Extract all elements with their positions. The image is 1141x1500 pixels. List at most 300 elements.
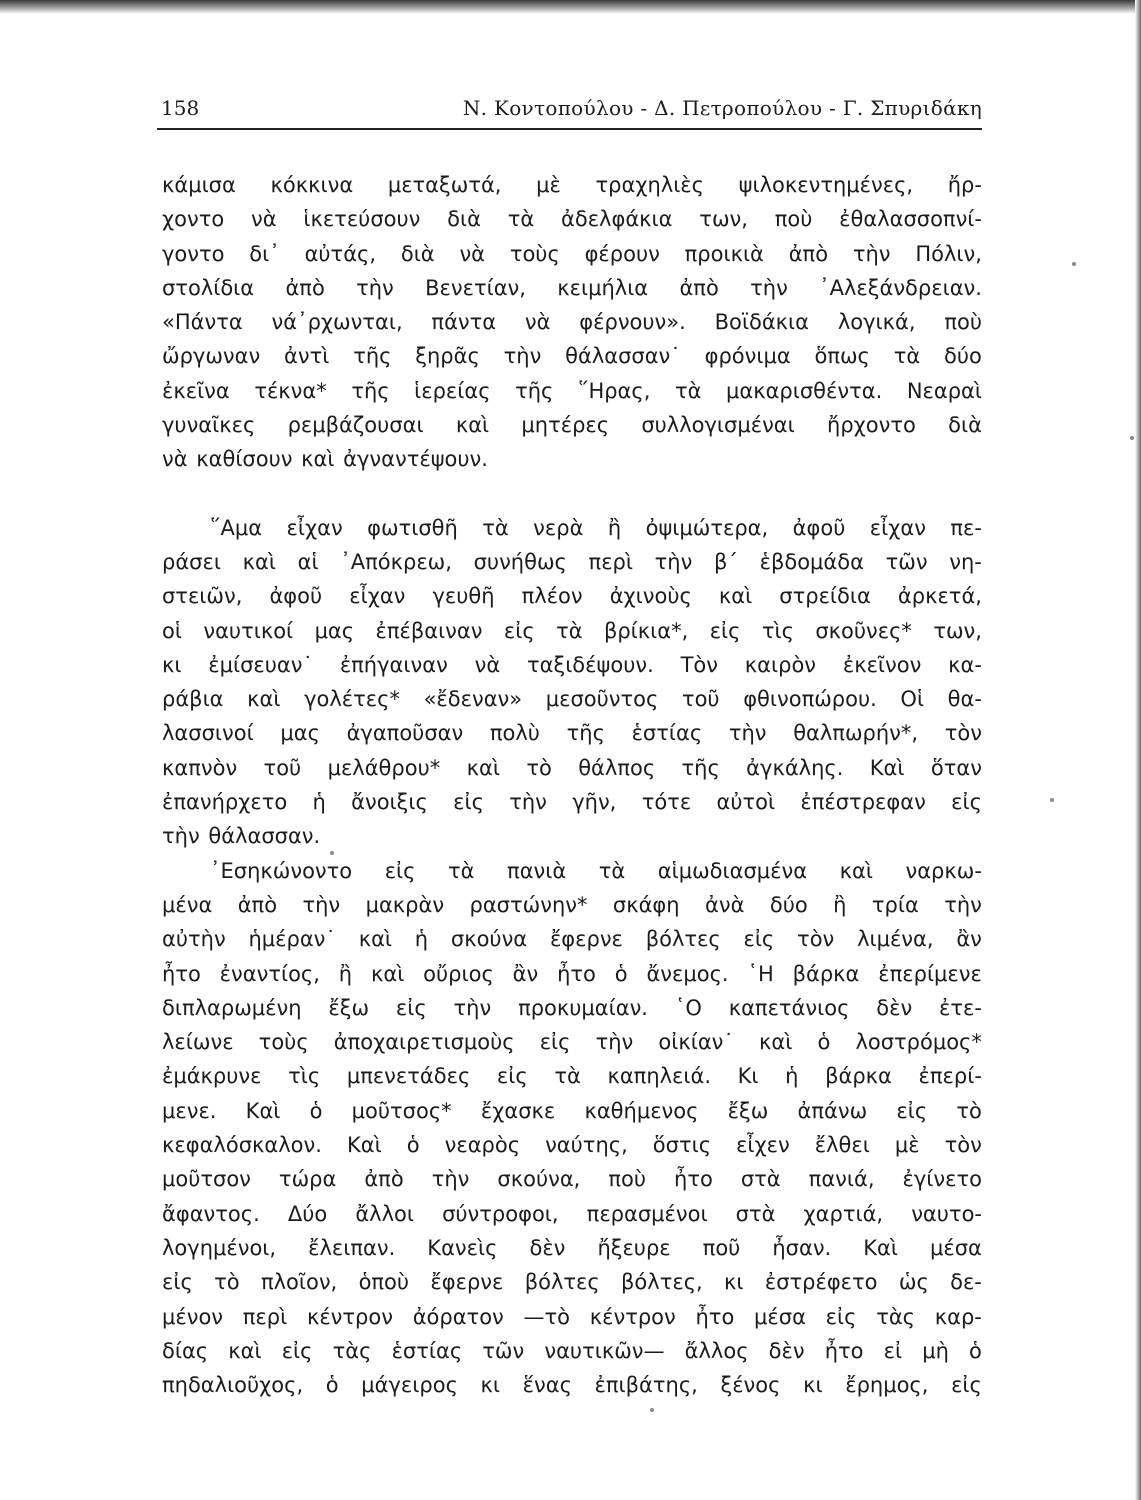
word: ἦτο: [674, 1167, 713, 1192]
word: πηδαλιοῦχος,: [162, 1373, 304, 1398]
word: πολὺ: [489, 721, 540, 746]
word: πλέον: [521, 584, 583, 609]
text-line: [162, 922, 982, 956]
word: καπνὸν: [162, 755, 238, 780]
word: ὅπως: [814, 344, 870, 369]
word: ἱερείας: [414, 378, 491, 403]
word: εἶχαν: [869, 515, 926, 540]
text-line: [162, 339, 982, 373]
word: ὁ: [614, 961, 628, 986]
word: τώρα: [278, 1167, 337, 1192]
text-line: [162, 408, 982, 442]
word: θάλασσαν˙: [565, 344, 681, 369]
word: ἀντὶ: [284, 344, 330, 369]
text-line: [162, 202, 982, 236]
text-line: [162, 1334, 982, 1368]
word: ἦτο: [824, 1338, 864, 1363]
word: τὸ: [526, 755, 552, 780]
text-line: [162, 545, 982, 579]
word: μέσα: [930, 1235, 982, 1260]
word: ἐγίνετο: [902, 1167, 982, 1192]
text-line: [162, 511, 982, 545]
word: Δύο: [287, 1201, 328, 1226]
word: ἔρημος,: [845, 1373, 929, 1398]
word: εἰς: [503, 618, 535, 643]
word: ἂν: [956, 927, 982, 952]
word: φρόνιμα: [704, 344, 791, 369]
word: ἀφοῦ: [792, 515, 846, 540]
paragraph-2: [162, 511, 982, 854]
word: ἐστρέφετο: [764, 1270, 878, 1295]
word: τότε: [641, 790, 692, 815]
text-line: [162, 579, 982, 613]
word: ἐπέστρεφαν: [800, 790, 926, 815]
word: ἱκετεύσουν: [303, 207, 421, 232]
word: ἀπὸ: [237, 892, 278, 917]
word: μενε.: [162, 1098, 217, 1123]
word: εἰς: [825, 1304, 857, 1329]
word: διὰ: [400, 241, 435, 266]
word: ραστώνην*: [469, 892, 588, 917]
word: ρεμβάζουσαι: [287, 413, 424, 438]
word: ἂν: [512, 961, 539, 986]
word: εἰς: [951, 1373, 982, 1398]
word: στὰ: [735, 1201, 776, 1226]
text-line: [162, 237, 982, 271]
word: κέντρον: [306, 1304, 393, 1329]
word: ᾿Αλεξάνδρειαν.: [819, 275, 982, 300]
word: ὤργωναν: [162, 344, 261, 369]
word: αὐτάς,: [304, 241, 377, 266]
word: τὸν: [944, 721, 982, 746]
word: μακαρισθέντα.: [726, 378, 883, 403]
word: τὴν: [654, 549, 693, 574]
word: Βοϊδάκια: [714, 310, 810, 335]
word: ἐκεῖνον: [842, 652, 922, 677]
word: ἦσαν.: [772, 1235, 832, 1260]
word: βάρκα: [825, 1064, 892, 1089]
page-number: 158: [161, 96, 200, 120]
word: καὶ: [358, 927, 393, 952]
word: ἄλλος: [684, 1338, 749, 1363]
word: ἀόρατον: [412, 1304, 504, 1329]
word: πανιὰ: [507, 858, 567, 883]
word: τὰ: [482, 515, 509, 540]
word: ἤξευρε: [597, 1235, 671, 1260]
word: ἀπάνω: [797, 1098, 868, 1123]
word: ψιλοκεντημένες,: [738, 173, 914, 197]
word: ἀπὸ: [285, 275, 325, 300]
word: «ἔδεναν»: [423, 687, 523, 712]
word: τὴν: [453, 995, 492, 1020]
word: τὰ: [556, 618, 583, 643]
text-line: [162, 271, 982, 305]
word: στρείδια: [779, 584, 871, 609]
text-line: [162, 1300, 982, 1334]
word: Τὸν: [680, 652, 718, 677]
word: μὴ: [922, 1338, 949, 1363]
word: εἰς: [951, 790, 982, 815]
word: λείωνε: [162, 1030, 234, 1055]
word: κι: [480, 1373, 501, 1398]
word: ἀπὸ: [788, 241, 829, 266]
word: ἦτο: [695, 1304, 735, 1329]
word: ὅστις: [652, 1133, 712, 1158]
word: ἀπὸ: [679, 275, 719, 300]
word: καὶ: [242, 549, 276, 574]
word: μακρὰν: [365, 892, 445, 917]
word: ἀγκάλης.: [746, 755, 844, 780]
word: ἐπήγαιναν: [339, 652, 448, 677]
word: καὶ: [228, 1338, 262, 1363]
word: μὲ: [536, 173, 561, 197]
word: εἰς: [395, 995, 427, 1020]
word: ράβια: [162, 687, 224, 712]
word: φέρνουν».: [579, 310, 686, 335]
word: εἰς: [384, 858, 416, 883]
text-line: [162, 785, 982, 819]
word: τοῦ: [681, 687, 720, 712]
text-line: [162, 957, 982, 991]
word: καρ-: [934, 1304, 982, 1329]
text-line: [162, 374, 982, 408]
word: τῆς: [353, 344, 392, 369]
text-line: νὰ καθίσουν καὶ ἀγναντέψουν.: [162, 447, 488, 472]
word: τὰ: [598, 858, 626, 883]
word: ἄνεμος.: [646, 961, 729, 986]
word: νὰ: [524, 310, 551, 335]
word: ἦτο: [557, 961, 596, 986]
word: ἐμίσευαν˙: [208, 652, 313, 677]
word: ποὺ: [944, 310, 982, 335]
word: νὰ: [474, 652, 501, 677]
word: Καὶ: [245, 1098, 281, 1123]
text-line: [162, 1094, 982, 1128]
text-line: [162, 305, 982, 339]
word: ἐτε-: [939, 995, 982, 1020]
word: εἶχεν: [736, 1133, 790, 1158]
word: τὶς: [761, 618, 794, 643]
text-line: [162, 1128, 982, 1162]
text-line: [162, 888, 982, 922]
word: θάλπος: [578, 755, 656, 780]
body-text: [162, 168, 982, 1402]
word: μητέρες: [521, 413, 610, 438]
word: τὶς: [288, 1064, 321, 1089]
word: ὁ: [406, 1133, 420, 1158]
word: μεταξωτά,: [387, 173, 502, 197]
scan-speck: [1072, 262, 1076, 266]
word: ἡμέραν˙: [248, 927, 336, 952]
word: νεαρὸς: [444, 1133, 521, 1158]
word: βόλτες: [645, 927, 721, 952]
text-line: [162, 614, 982, 648]
word: ὁ: [969, 1338, 982, 1363]
word: τὰς: [876, 1304, 915, 1329]
word: εἰς: [453, 790, 484, 815]
word: ἑβδομάδα: [759, 549, 864, 574]
word: ὅταν: [930, 755, 982, 780]
word: ἢ: [338, 961, 353, 986]
scan-edge-right: [1135, 0, 1141, 1500]
word: γυναῖκες: [162, 413, 256, 438]
word: Βενετίαν,: [425, 275, 526, 300]
word: τὴν: [302, 892, 341, 917]
word: εἰς: [709, 618, 741, 643]
word: ἕνας: [522, 1373, 572, 1398]
word: λογικά,: [837, 310, 916, 335]
word: βόλτες,: [621, 1270, 703, 1295]
word: εἰς: [162, 1270, 193, 1295]
word: ξένος: [720, 1373, 781, 1398]
word: κα-: [948, 652, 982, 677]
word: των,: [933, 618, 982, 643]
word: λογημένοι,: [162, 1235, 277, 1260]
word: ταξιδέψουν.: [527, 652, 654, 677]
word: ὁ: [817, 1030, 831, 1055]
scan-speck: [330, 851, 334, 855]
word: αὐτὴν: [162, 927, 226, 952]
word: συνήθως: [473, 549, 567, 574]
scan-edge-top: [0, 0, 1141, 14]
word: θα-: [947, 687, 982, 712]
word: —τὸ: [523, 1304, 571, 1329]
word: σκάφη: [612, 892, 680, 917]
text-line: [162, 1197, 982, 1231]
word: τὴν: [728, 721, 767, 746]
word: κέντρον: [589, 1304, 676, 1329]
word: ποῦ: [702, 1235, 741, 1260]
word: μας: [280, 721, 320, 746]
word: κόκκινα: [270, 173, 354, 197]
word: Οἱ: [900, 687, 925, 712]
word: ἔλθει: [814, 1133, 870, 1158]
word: ἀποχαιρετισμοὺς: [333, 1030, 515, 1055]
word: καὶ: [247, 687, 281, 712]
word: ἐναντίος,: [219, 961, 320, 986]
word: εἰς: [496, 1064, 528, 1089]
word: τὰ: [893, 344, 921, 369]
word: ὡς: [898, 1270, 929, 1295]
word: τῆς: [515, 378, 554, 403]
text-line: [162, 1059, 982, 1093]
word: διὰ: [948, 413, 982, 438]
word: ἀφοῦ: [269, 584, 323, 609]
word: φθινοπώρου.: [743, 687, 877, 712]
word: τῶν: [482, 1338, 525, 1363]
word: β´: [714, 549, 738, 574]
word: ποὺ: [774, 207, 813, 232]
word: νά᾿ρχωνται,: [271, 310, 403, 335]
word: τὸ: [956, 1098, 982, 1123]
word: ναυτικῶν—: [544, 1338, 665, 1363]
word: ξηρᾶς: [415, 344, 480, 369]
word: σκοῦνες*: [815, 618, 912, 643]
scan-speck: [1130, 436, 1134, 440]
word: ἐπερίμενε: [878, 961, 982, 986]
word: τὸν: [797, 927, 835, 952]
word: ἀρκετά,: [897, 584, 982, 609]
word: τὴν: [595, 1030, 634, 1055]
word: ἐμάκρυνε: [162, 1064, 262, 1089]
word: μας: [314, 618, 355, 643]
text-line: [162, 682, 982, 716]
word: διὰ: [447, 207, 481, 232]
word: μέσα: [754, 1304, 806, 1329]
word: τραχηλιὲς: [595, 173, 704, 197]
word: στολίδια: [162, 275, 255, 300]
word: προκυμαίαν.: [518, 995, 648, 1020]
word: βρίκια*,: [603, 618, 689, 643]
word: ᾿Εσηκώνοντο: [210, 858, 353, 883]
word: ἔξω: [727, 1098, 769, 1123]
word: κάμισα: [162, 173, 236, 197]
word: πε-: [950, 515, 982, 540]
word: ἤρ-: [947, 173, 982, 197]
word: ἀχινοὺς: [609, 584, 692, 609]
word: Καὶ: [346, 1133, 382, 1158]
word: περὶ: [242, 1304, 288, 1329]
word: ἄλλοι: [355, 1201, 414, 1226]
word: ράσει: [162, 549, 221, 574]
word: καθήμενος: [584, 1098, 699, 1123]
word: τὰ: [448, 858, 475, 883]
text-line: [162, 1162, 982, 1196]
word: ῞Αμα: [210, 515, 263, 540]
word: αἱμωδιασμένα: [657, 858, 808, 883]
word: λοστρόμος*: [855, 1030, 982, 1055]
word: των,: [699, 207, 748, 232]
word: συλλογισμέναι: [641, 413, 795, 438]
word: κεφαλόσκαλον.: [162, 1133, 322, 1158]
word: τὸν: [944, 1133, 982, 1158]
word: καὶ: [370, 961, 405, 986]
word: καὶ: [455, 413, 490, 438]
word: καὶ: [839, 858, 873, 883]
word: βάρκα: [792, 961, 860, 986]
word: λασσινοί: [162, 721, 254, 746]
word: ὁποὺ: [358, 1270, 410, 1295]
word: εἰς: [896, 1098, 928, 1123]
word: τὰς: [332, 1338, 372, 1363]
word: γῆν,: [572, 790, 617, 815]
text-line: [162, 716, 982, 750]
word: ἐθαλασσοπνί-: [839, 207, 982, 232]
word: τὴν: [356, 275, 394, 300]
word: περὶ: [588, 549, 633, 574]
text-line: [162, 854, 982, 888]
word: σύντροφοι,: [442, 1201, 559, 1226]
word: τὴν: [509, 790, 547, 815]
word: ἀδελφάκια: [561, 207, 673, 232]
word: δὲν: [768, 1338, 805, 1363]
word: εἶχαν: [286, 515, 343, 540]
running-head: [157, 96, 982, 130]
paragraph-1: [162, 168, 982, 477]
text-line: [162, 1265, 982, 1299]
text-line: [162, 1025, 982, 1059]
word: τοὺς: [509, 241, 560, 266]
word: ποὺ: [608, 1167, 647, 1192]
word: εἰ: [883, 1338, 903, 1363]
word: τοὺς: [258, 1030, 309, 1055]
word: ναύτης,: [545, 1133, 628, 1158]
word: τέκνα*: [254, 378, 327, 403]
word: μοῦτσον: [162, 1167, 251, 1192]
word: δύο: [769, 892, 808, 917]
word: μὲ: [894, 1133, 920, 1158]
word: καπηλειά.: [607, 1064, 712, 1089]
word: καπετάνιος: [728, 995, 850, 1020]
header-authors: Ν. Κοντοπούλου - Δ. Πετροπούλου - Γ. Σπυριδάκη: [462, 96, 982, 120]
word: εἰς: [743, 927, 775, 952]
word: τῆς: [351, 378, 390, 403]
word: ἔλειπαν.: [308, 1235, 396, 1260]
word: βόλτες: [524, 1270, 600, 1295]
word: ἐπερί-: [918, 1064, 982, 1089]
word: ὀψιμώτερα,: [645, 515, 769, 540]
word: τοῦ: [263, 755, 302, 780]
word: αὐτοὶ: [716, 790, 776, 815]
word: ἦτο: [162, 961, 201, 986]
text-line: [162, 648, 982, 682]
word: ναυτικοί: [203, 618, 294, 643]
word: νη-: [949, 549, 982, 574]
word: τὰ: [554, 1064, 581, 1089]
word: περασμένοι: [586, 1201, 708, 1226]
word: κι: [724, 1270, 744, 1295]
word: ἄφαντος.: [162, 1201, 260, 1226]
word: ῾Η: [747, 961, 774, 986]
word: τὴν: [852, 241, 891, 266]
word: πάντα: [431, 310, 497, 335]
word: γευθῆ: [432, 584, 495, 609]
word: τῆς: [681, 755, 720, 780]
word: ἡ: [785, 1064, 799, 1089]
word: δι᾿: [249, 241, 280, 266]
word: ἐπέβαιναν: [375, 618, 483, 643]
word: ναυτο-: [911, 1201, 982, 1226]
word: ἡ: [414, 927, 429, 952]
word: μεσοῦντος: [545, 687, 659, 712]
word: γοντο: [162, 241, 225, 266]
word: καὶ: [466, 755, 500, 780]
word: ῞Ηρας,: [577, 378, 651, 403]
word: μένα: [162, 892, 213, 917]
word: φωτισθῆ: [367, 515, 458, 540]
word: Καὶ: [863, 1235, 898, 1260]
word: ἢ: [607, 515, 622, 540]
text-line: [162, 751, 982, 785]
word: ἔχασκε: [480, 1098, 556, 1123]
text-line: τὴν θάλασσαν.: [162, 824, 321, 849]
word: ναρκω-: [905, 858, 982, 883]
word: εἰς: [539, 1030, 571, 1055]
word: τὴν: [750, 275, 788, 300]
word: μπενετάδες: [346, 1064, 471, 1089]
word: οὔριος: [423, 961, 494, 986]
word: καὶ: [759, 1030, 793, 1055]
word: ὁ: [325, 1373, 339, 1398]
word: δὲν: [529, 1235, 566, 1260]
word: νερὰ: [533, 515, 584, 540]
word: νὰ: [250, 207, 277, 232]
word: κι: [162, 652, 182, 677]
word: τὰ: [507, 207, 535, 232]
word: χοντο: [162, 207, 225, 232]
word: οἱ: [162, 618, 182, 643]
word: Κι: [737, 1064, 759, 1089]
